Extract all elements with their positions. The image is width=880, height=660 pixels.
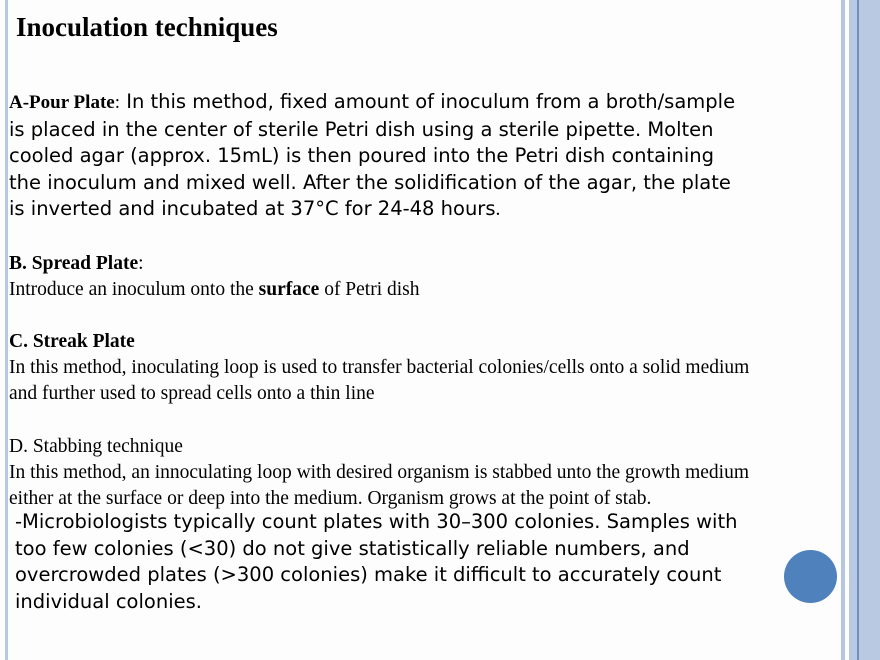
spread-plate-heading: B. Spread Plate	[9, 253, 139, 274]
streak-plate-line-1: In this method, inoculating loop is used to transfer bacterial colonies/cells onto a solid medium	[9, 357, 750, 378]
note-line-3: overcrowded plates (>300 colonies) make it difficult to accurately count	[15, 563, 722, 586]
pour-plate-text-end: is inverted and incubated at 37°C for 24-48 hours	[9, 197, 496, 220]
stabbing-heading: D. Stabbing technique	[9, 436, 183, 457]
slide-title: Inoculation techniques	[16, 12, 278, 42]
right-band-decoration	[849, 0, 880, 660]
right-band-line-decoration	[857, 0, 859, 660]
note-line-4: individual colonies.	[15, 589, 202, 613]
spread-plate-text	[9, 277, 849, 303]
left-border-decoration	[5, 0, 8, 660]
pour-plate-colon: :	[114, 92, 120, 113]
pour-plate-section	[9, 89, 839, 224]
spread-plate-text-before: Introduce an inoculum onto the	[9, 279, 259, 300]
stabbing-line-2: either at the surface or deep into the medium. Organism grows at the point of stab.	[9, 488, 652, 509]
pour-plate-line-5	[9, 196, 839, 224]
pour-plate-line-1	[9, 89, 839, 117]
spread-plate-heading-line	[9, 251, 849, 277]
streak-plate-heading: C. Streak Plate	[9, 331, 135, 352]
note-line-2: too few colonies (<30) do not give statistically reliable numbers, and	[15, 536, 690, 560]
pour-plate-line-4: the inoculum and mixed well. After the solidification of the agar, the plate	[9, 170, 731, 194]
spread-plate-text-after: of Petri dish	[319, 279, 420, 300]
pour-plate-text: In this method, fixed amount of inoculum from a broth/sample	[120, 90, 736, 113]
streak-plate-section	[9, 329, 849, 407]
pour-plate-heading: A-Pour Plate	[9, 92, 115, 113]
stabbing-line-1: In this method, an innoculating loop with desired organism is stabbed unto the growth medium	[9, 462, 750, 483]
pour-plate-line-2: is placed in the center of sterile Petri dish using a sterile pipette. Molten	[9, 117, 714, 141]
spread-plate-text-bold: surface	[258, 279, 320, 300]
note-line-1: -Microbiologists typically count plates with 30–300 colonies. Samples with	[15, 510, 738, 533]
pour-plate-line-3: cooled agar (approx. 15mL) is then poured into the Petri dish containing	[9, 144, 715, 167]
pour-plate-period: .	[495, 199, 501, 220]
streak-plate-line-2: and further used to spread cells onto a thin line	[9, 383, 375, 404]
colony-count-note	[15, 509, 845, 615]
spread-plate-section	[9, 251, 849, 303]
spread-plate-colon: :	[138, 253, 144, 274]
stabbing-section	[9, 434, 849, 512]
